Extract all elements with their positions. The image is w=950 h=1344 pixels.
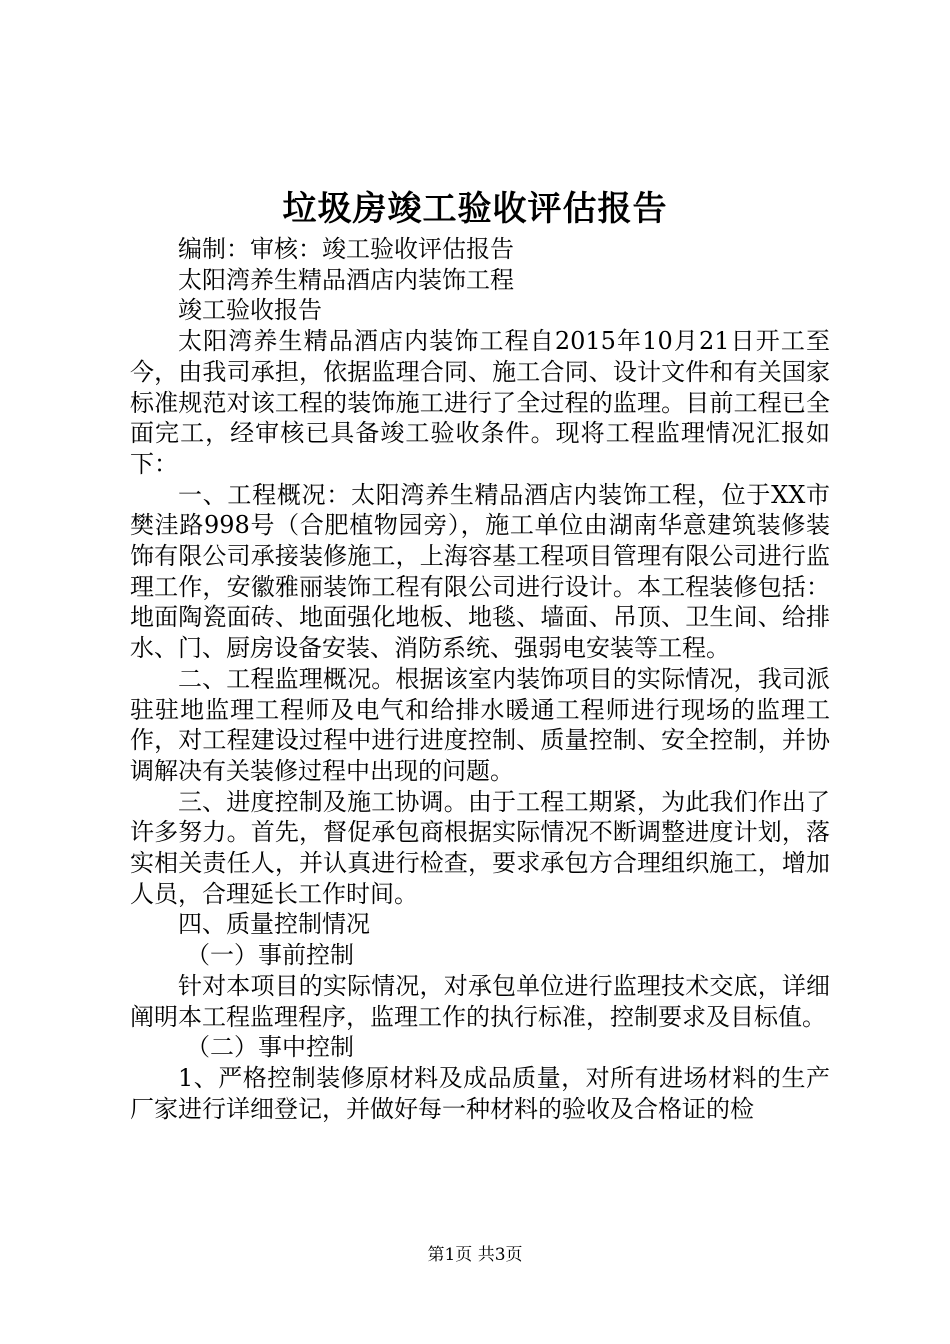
document-body [130,234,830,1124]
section-2-paragraph: 二、工程监理概况。根据该室内装饰项目的实际情况，我司派驻驻地监理工程师及电气和给排水暖通工程师进行现场的监理工作，对工程建设过程中进行进度控制、质量控制、安全控制，并协调解决有关装修过程中出现的问题。 [130,664,830,785]
subsection-4-2-heading: （二）事中控制 [186,1033,354,1062]
project-name-line: 太阳湾养生精品酒店内装饰工程 [178,265,514,294]
editor-line: 编制：审核：竣工验收评估报告 [178,235,514,263]
section-3-paragraph: 三、进度控制及施工协调。由于工程工期紧，为此我们作出了许多努力。首先，督促承包商根据实际情况不断调整进度计划，落实相关责任人，并认真进行检查，要求承包方合理组织施工，增加人员，合理延长工作时间。 [130,787,830,908]
page-number-footer: 第1页 共3页 [427,1245,523,1265]
document-title: 垃圾房竣工验收评估报告 [282,189,668,229]
section-1-paragraph: 一、工程概况：太阳湾养生精品酒店内装饰工程，位于XX市樊洼路998号（合肥植物园旁），施工单位由湖南华意建筑装修装饰有限公司承接装修施工，上海容基工程项目管理有限公司进行监理工作，安徽雅丽装饰工程有限公司进行设计。本工程装修包括：地面陶瓷面砖、地面强化地板、地毯、墙面、吊顶、卫生间、给排水、门、厨房设备安装、消防系统、强弱电安装等工程。 [130,480,830,663]
subsection-4-2-paragraph: 1、严格控制装修原材料及成品质量，对所有进场材料的生产厂家进行详细登记，并做好每一种材料的验收及合格证的检 [130,1063,830,1123]
report-name-line: 竣工验收报告 [178,296,322,325]
subsection-4-1-heading: （一）事前控制 [186,941,354,970]
section-4-heading: 四、质量控制情况 [178,910,370,939]
subsection-4-1-paragraph: 针对本项目的实际情况，对承包单位进行监理技术交底，详细阐明本工程监理程序，监理工作的执行标准，控制要求及目标值。 [130,971,830,1031]
intro-paragraph: 太阳湾养生精品酒店内装饰工程自2015年10月21日开工至今，由我司承担，依据监理合同、施工合同、设计文件和有关国家标准规范对该工程的装饰施工进行了全过程的监理。目前工程已全面完工，经审核已具备竣工验收条件。现将工程监理情况汇报如下： [130,327,830,478]
